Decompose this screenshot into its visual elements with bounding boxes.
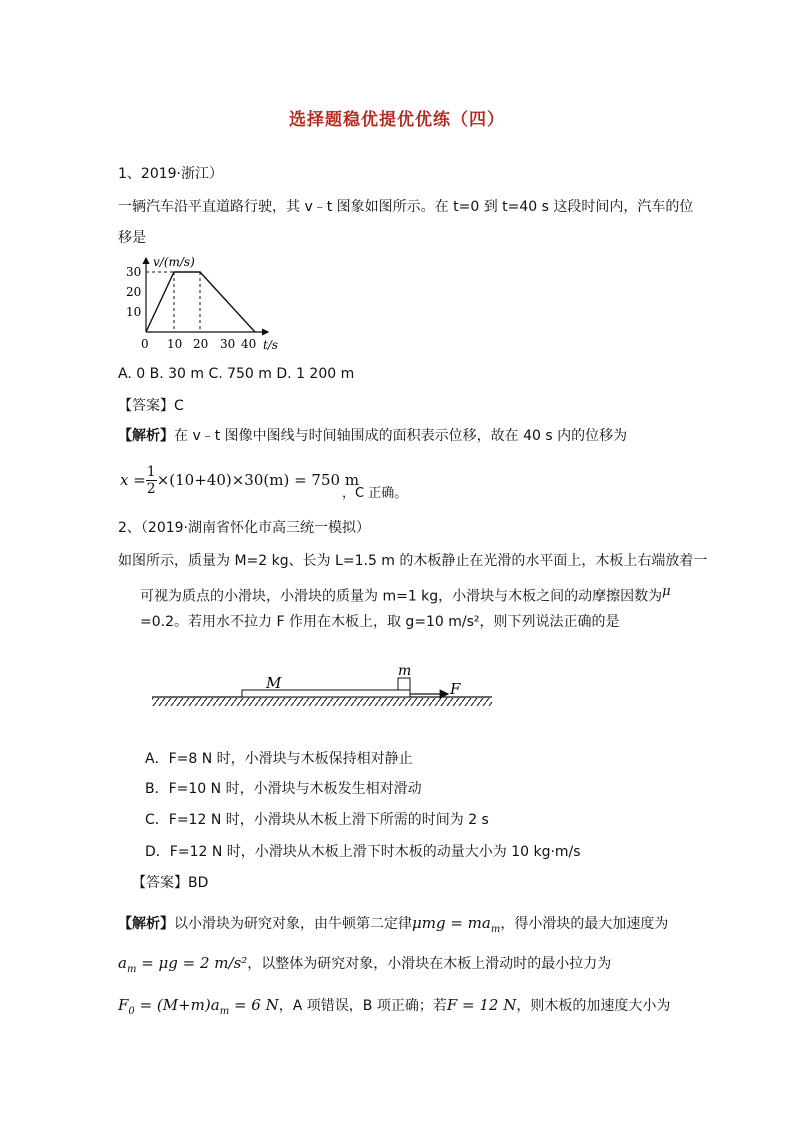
q2-board-figure bbox=[150, 646, 500, 736]
q2-mu-symbol: μ bbox=[662, 584, 671, 599]
q2-answer bbox=[132, 873, 208, 893]
x-axis-label: t/s bbox=[263, 338, 279, 352]
q1-formula bbox=[120, 460, 359, 500]
label-M: M bbox=[266, 674, 282, 692]
q2-analysis-label: 【解析】 bbox=[118, 916, 174, 932]
q2-stem-line2-text: 可视为质点的小滑块，小滑块的质量为 m=1 kg，小滑块与木板之间的动摩擦因数为 bbox=[140, 588, 663, 605]
q2-source: 2、（2019·湖南省怀化市高三统一模拟） bbox=[118, 520, 370, 536]
formula-fraction bbox=[146, 464, 157, 497]
q2-option-a: A．F=8 N 时，小滑块与木板保持相对静止 bbox=[145, 751, 413, 767]
q2-analysis-text1b: ，得小滑块的最大加速度为 bbox=[500, 916, 669, 932]
q2-option-b: B．F=10 N 时，小滑块与木板发生相对滑动 bbox=[145, 781, 422, 797]
q1-analysis-text: 在 v﹣t 图像中图线与时间轴围成的面积表示位移，故在 40 s 内的位移为 bbox=[174, 428, 628, 444]
q2-eq3-sub: 0 bbox=[128, 1005, 135, 1017]
formula-numerator: 1 bbox=[146, 463, 156, 480]
q2-eq3-sub2: m bbox=[219, 1005, 230, 1017]
q1-analysis-line2: ，C 正确。 bbox=[342, 486, 408, 501]
q2-eq3-rest: = (M+m)a bbox=[134, 996, 220, 1014]
q1-analysis-label: 【解析】 bbox=[118, 428, 174, 444]
formula-rhs: ×(10+40)×30(m) = 750 m bbox=[156, 471, 360, 489]
q2-eq4: F = 12 N bbox=[446, 996, 517, 1014]
x-tick-10: 10 bbox=[167, 337, 183, 351]
q2-analysis-text3b: ，则木板的加速度大小为 bbox=[516, 998, 671, 1014]
q2-eq2-sub: m bbox=[126, 963, 137, 975]
q1-analysis-line1 bbox=[118, 426, 627, 446]
q2-analysis-line2 bbox=[118, 953, 611, 980]
q2-option-d: D．F=12 N 时，小滑块从木板上滑下时木板的动量大小为 10 kg·m/s bbox=[145, 844, 581, 860]
q2-analysis-text2: ，以整体为研究对象，小滑块在木板上滑动时的最小拉力为 bbox=[247, 956, 612, 972]
formula-lhs: x = bbox=[120, 471, 146, 489]
y-tick-10: 10 bbox=[126, 305, 142, 319]
y-axis-label: v/(m/s) bbox=[153, 255, 195, 269]
q2-eq2: a bbox=[118, 954, 127, 972]
q1-answer bbox=[118, 396, 184, 416]
q1-vt-graph bbox=[118, 252, 288, 354]
q2-answer-label: 【答案】 bbox=[132, 875, 188, 891]
x-tick-30: 30 bbox=[220, 337, 236, 351]
ground-hatch bbox=[152, 698, 492, 706]
q1-source: 1、2019·浙江） bbox=[118, 166, 223, 182]
q2-eq3: F bbox=[118, 996, 129, 1014]
q2-stem-line1: 如图所示，质量为 M=2 kg、长为 L=1.5 m 的木板静止在光滑的水平面上，木板上右端放着一 bbox=[118, 553, 708, 569]
q2-eq1-sub: m bbox=[490, 923, 501, 935]
label-F: F bbox=[450, 680, 461, 698]
q1-answer-label: 【答案】 bbox=[118, 398, 174, 414]
q2-analysis-text3: ，A 项错误，B 项正确；若 bbox=[278, 998, 447, 1014]
q2-option-c: C．F=12 N 时，小滑块从木板上滑下所需的时间为 2 s bbox=[145, 812, 489, 828]
x-tick-40: 40 bbox=[241, 337, 257, 351]
q2-analysis-line3 bbox=[118, 995, 670, 1022]
q1-options: A. 0 B. 30 m C. 750 m D. 1 200 m bbox=[118, 366, 355, 382]
formula-denominator: 2 bbox=[146, 480, 156, 497]
q2-stem-line3: =0.2。若用水不拉力 F 作用在木板上，取 g=10 m/s²，则下列说法正确的是 bbox=[140, 614, 620, 630]
q1-stem-line2: 移是 bbox=[118, 230, 146, 246]
block-m bbox=[398, 678, 410, 690]
q2-eq2-rest: = μg = 2 m/s² bbox=[136, 954, 248, 972]
x-tick-20: 20 bbox=[193, 337, 209, 351]
q1-answer-value: C bbox=[174, 398, 184, 414]
y-tick-30: 30 bbox=[126, 265, 142, 279]
y-tick-20: 20 bbox=[126, 285, 142, 299]
label-m: m bbox=[398, 663, 412, 679]
q2-eq3-end: = 6 N bbox=[229, 996, 279, 1014]
q2-analysis-text1: 以小滑块为研究对象，由牛顿第二定律 bbox=[174, 916, 412, 932]
q2-analysis-line1 bbox=[118, 913, 668, 940]
page-title: 选择题稳优提优优练（四） bbox=[289, 110, 505, 130]
q1-stem-line1: 一辆汽车沿平直道路行驶，其 v﹣t 图象如图所示。在 t=0 到 t=40 s 这段时间内，汽车的位 bbox=[118, 199, 694, 215]
q2-stem-line2 bbox=[140, 582, 671, 607]
q2-eq1: μmg = ma bbox=[412, 914, 491, 932]
x-tick-0: 0 bbox=[141, 337, 149, 351]
q2-answer-value: BD bbox=[188, 875, 209, 891]
